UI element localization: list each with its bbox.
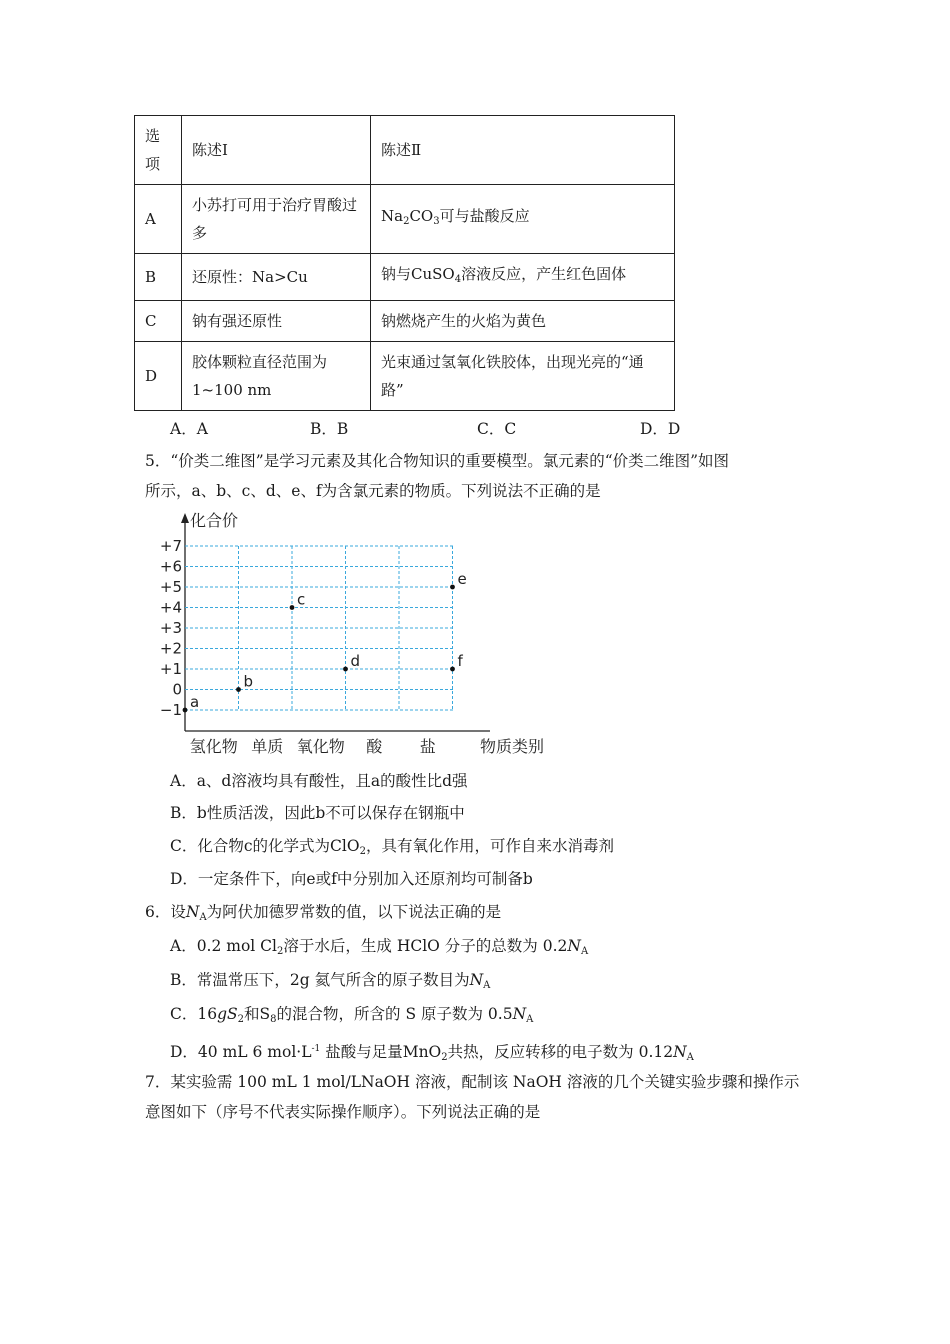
superscript: -1 <box>311 1044 321 1054</box>
x-axis-label: 物质类别 <box>480 737 545 756</box>
y-tick-label: +1 <box>159 660 182 678</box>
data-point-label: d <box>350 652 361 670</box>
row-statement-1: 胶体颗粒直径范围为1~100 nm <box>182 342 371 411</box>
data-point-label: a <box>190 693 200 711</box>
q5-stem-line-1: 5．“价类二维图”是学习元素及其化合物知识的重要模型。氯元素的“价类二维图”如图 <box>145 452 730 470</box>
row-statement-2: 光束通过氢氧化铁胶体，出现光亮的“通路” <box>371 342 675 411</box>
data-point-label: e <box>457 570 467 588</box>
math-symbol: N <box>512 1005 527 1023</box>
q7-stem-line-1: 7．某实验需 100 mL 1 mol/LNaOH 溶液，配制该 NaOH 溶液的几个关键实验步骤和操作示 <box>145 1073 800 1091</box>
row-statement-1: 小苏打可用于治疗胃酸过多 <box>182 185 371 254</box>
stem-text: 6．设 <box>145 903 186 921</box>
data-point <box>343 667 348 672</box>
answer-choice[interactable]: B．B <box>310 420 349 438</box>
y-tick-label: +7 <box>159 537 182 555</box>
q6-option-c[interactable] <box>170 1003 533 1031</box>
data-points <box>183 570 467 712</box>
formula-text: 钠与CuSO <box>381 265 455 283</box>
chart-grid <box>185 546 453 710</box>
subscript: 2 <box>441 1052 448 1063</box>
statement-text: 可与盐酸反应 <box>439 207 530 225</box>
option-text: B．常温常压下，2g 氦气所含的原子数目为 <box>170 971 470 989</box>
option-text: C．化合物c的化学式为ClO <box>170 837 360 855</box>
formula-text: Na <box>381 207 404 225</box>
data-point <box>236 687 241 692</box>
y-tick-label: +6 <box>159 557 182 576</box>
row-statement-2: 钠燃烧产生的火焰为黄色 <box>371 301 675 342</box>
subscript: 2 <box>237 1014 245 1025</box>
option-text: 和S <box>244 1005 271 1023</box>
row-option: B <box>135 254 182 301</box>
subscript: 3 <box>433 216 440 227</box>
data-point <box>290 605 295 610</box>
q6-stem <box>145 901 501 929</box>
math-symbol: g <box>217 1005 228 1023</box>
row-statement-1: 钠有强还原性 <box>182 301 371 342</box>
data-point-label: b <box>243 672 254 691</box>
y-tick-label: +2 <box>159 639 182 658</box>
subscript: 2 <box>277 946 284 957</box>
data-point <box>450 667 455 672</box>
option-text: 盐酸与足量MnO <box>320 1043 442 1061</box>
table-header-row <box>135 116 675 185</box>
row-statement-2 <box>371 185 675 254</box>
subscript: 2 <box>359 846 366 857</box>
option-text: C．16 <box>170 1005 218 1023</box>
formula-text: CO <box>409 207 434 225</box>
answer-choice[interactable]: D．D <box>640 420 681 438</box>
row-statement-1: 还原性：Na>Cu <box>182 254 371 301</box>
header-statement-2: 陈述Ⅱ <box>371 116 675 185</box>
table-row <box>135 185 675 254</box>
q5-option-a[interactable]: A．a、d溶液均具有酸性，且a的酸性比d强 <box>170 772 468 790</box>
table-row <box>135 342 675 411</box>
y-axis-arrow-icon <box>181 513 189 523</box>
row-statement-2 <box>371 254 675 301</box>
valence-class-chart <box>150 505 570 760</box>
y-axis-label: 化合价 <box>190 511 239 530</box>
subscript: A <box>199 912 207 923</box>
y-tick-label: 0 <box>172 680 182 699</box>
data-point-label: f <box>457 652 463 670</box>
x-category-label: 酸 <box>366 737 383 756</box>
x-category-labels <box>190 737 436 756</box>
header-option: 选项 <box>135 116 182 185</box>
option-text: D．40 mL 6 mol·L <box>170 1043 312 1061</box>
subscript: 8 <box>270 1014 277 1025</box>
table-row <box>135 254 675 301</box>
subscript: 2 <box>403 216 410 227</box>
data-point-label: c <box>297 590 306 609</box>
answer-choice[interactable]: C．C <box>477 420 517 438</box>
math-symbol: N <box>469 971 484 989</box>
stem-text: 为阿伏加德罗常数的值，以下说法正确的是 <box>206 903 502 921</box>
row-option: D <box>135 342 182 411</box>
y-tick-label: +3 <box>159 619 182 637</box>
subscript: A <box>686 1052 694 1063</box>
x-category-label: 氢化物 <box>189 737 238 756</box>
subscript: A <box>483 980 491 991</box>
q5-option-d[interactable]: D．一定条件下，向e或f中分别加入还原剂均可制备b <box>170 870 533 888</box>
option-text: ，具有氧化作用，可作自来水消毒剂 <box>365 837 614 855</box>
y-tick-labels <box>160 537 182 719</box>
q5-option-c[interactable] <box>170 835 614 863</box>
option-text: A．0.2 mol Cl <box>170 937 278 955</box>
data-point <box>183 708 188 713</box>
q5-stem-line-2: 所示，a、b、c、d、e、f为含氯元素的物质。下列说法不正确的是 <box>145 482 601 500</box>
x-category-label: 氧化物 <box>296 737 345 756</box>
row-option: A <box>135 185 182 254</box>
y-tick-label: +4 <box>159 598 182 617</box>
option-text: 溶于水后，生成 HClO 分子的总数为 0.2 <box>283 937 568 955</box>
q5-option-b[interactable]: B．b性质活泼，因此b不可以保存在钢瓶中 <box>170 804 465 822</box>
math-symbol: N <box>185 903 200 921</box>
header-statement-1: 陈述Ⅰ <box>182 116 371 185</box>
q6-option-b[interactable] <box>170 969 490 997</box>
math-symbol: S <box>227 1005 238 1023</box>
y-tick-label: +5 <box>159 578 182 596</box>
q6-option-a[interactable] <box>170 935 588 963</box>
subscript: 4 <box>454 274 462 285</box>
subscript: A <box>580 946 589 957</box>
math-symbol: N <box>673 1043 687 1061</box>
option-text: 的混合物，所含的 S 原子数为 0.5 <box>276 1005 513 1023</box>
option-text: 共热，反应转移的电子数为 0.12 <box>447 1043 674 1061</box>
options-table <box>134 115 675 411</box>
q7-stem-line-2: 意图如下（序号不代表实际操作顺序）。下列说法正确的是 <box>145 1103 541 1121</box>
table-row <box>135 301 675 342</box>
q6-option-d[interactable] <box>170 1038 694 1069</box>
statement-text: 溶液反应，产生红色固体 <box>461 265 627 283</box>
math-symbol: N <box>567 937 581 955</box>
answer-choice[interactable]: A．A <box>170 420 208 438</box>
row-option: C <box>135 301 182 342</box>
data-point <box>450 585 455 590</box>
x-category-label: 盐 <box>419 737 436 756</box>
y-tick-label: −1 <box>159 701 182 719</box>
subscript: A <box>526 1014 534 1025</box>
x-category-label: 单质 <box>251 737 284 756</box>
